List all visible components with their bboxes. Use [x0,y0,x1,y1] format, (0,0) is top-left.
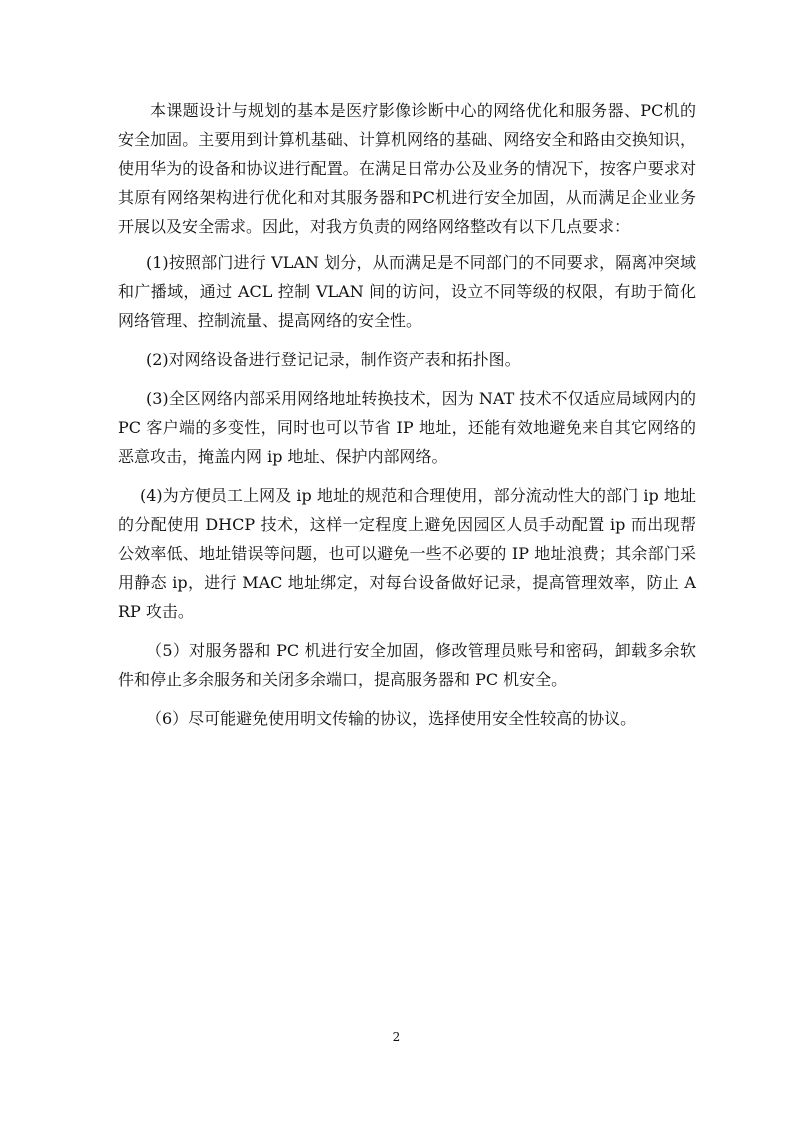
requirement-item-3: (3)全区网络内部采用网络地址转换技术，因为 NAT 技术不仅适应局域网内的 PC 客户端的多变性，同时也可以节省 IP 地址，还能有效地避免来自其它网络的恶意攻击，掩盖内网 ip 地址、保护内部网络。 [118,389,696,466]
page-number: 2 [392,1030,401,1044]
requirement-item-4: (4)为方便员工上网及 ip 地址的规范和合理使用，部分流动性大的部门 ip 地址的分配使用 DHCP 技术，这样一定程度上避免因园区人员手动配置 ip 而出现帮公效率低、地址错误等问题，也可以避免一些不必要的 IP 地址浪费；其余部门采用静态 ip，进行 MAC 地址绑定，对每台设备做好记录，提高管理效率，防止 ARP 攻击。 [118,486,696,621]
requirement-item-5: （5）对服务器和 PC 机进行安全加固，修改管理员账号和密码，卸载多余软件和停止多余服务和关闭多余端口，提高服务器和 PC 机安全。 [118,641,696,689]
requirement-item-1: (1)按照部门进行 VLAN 划分，从而满足是不同部门的不同要求，隔离冲突域和广播域，通过 ACL 控制 VLAN 间的访问，设立不同等级的权限，有助于简化网络管理、控制流量、提高网络的安全性。 [118,253,696,330]
requirement-item-6: （6）尽可能避免使用明文传输的协议，选择使用安全性较高的协议。 [146,709,637,728]
intro-paragraph: 本课题设计与规划的基本是医疗影像诊断中心的网络优化和服务器、PC机的安全加固。主要用到计算机基础、计算机网络的基础、网络安全和路由交换知识，使用华为的设备和协议进行配置。在满足日常办公及业务的情况下，按客户要求对其原有网络架构进行优化和对其服务器和PC机进行安全加固，从而满足企业业务开展以及安全需求。因此，对我方负责的网络网络整改有以下几点要求： [118,101,696,236]
document-body [118,96,696,743]
requirement-item-2: (2)对网络设备进行登记记录，制作资产表和拓扑图。 [146,350,521,369]
